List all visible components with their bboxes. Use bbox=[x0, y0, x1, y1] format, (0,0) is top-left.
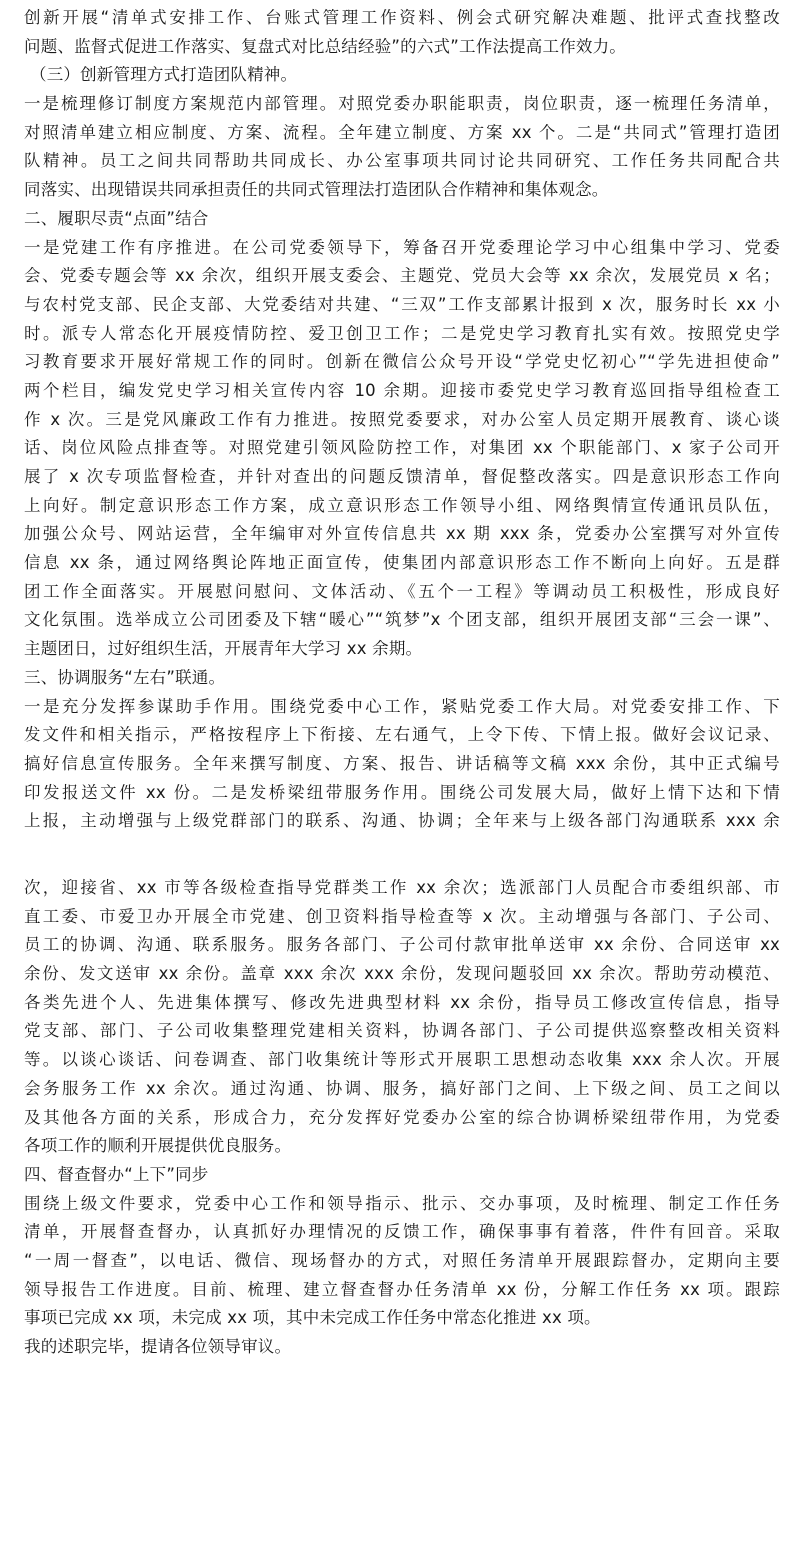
text-line: 创新开展“清单式安排工作、台账式管理工作资料、例会式研究解决难题、批评式查找整改 bbox=[24, 8, 780, 27]
text-line: 团工作全面落实。开展慰问慰问、文体活动、《五个一工程》等调动员工积极性，形成良好 bbox=[24, 581, 780, 601]
text-line: 习教育要求开展好常规工作的同时。创新在微信公众号开设“学党史忆初心”“学先进担使命” bbox=[24, 352, 780, 372]
text-line: 及其他各方面的关系，形成合力，充分发挥好党委办公室的综合协调桥梁纽带作用，为党委 bbox=[24, 1107, 780, 1127]
section-heading: 二、履职尽责“点面”结合 bbox=[24, 208, 209, 228]
text-line: 会务服务工作 xx 余次。通过沟通、协调、服务，搞好部门之间、上下级之间、员工之间以 bbox=[24, 1078, 780, 1098]
text-line: 上向好。制定意识形态工作方案，成立意识形态工作领导小组、网络舆情宣传通讯员队伍， bbox=[24, 495, 780, 515]
text-line: 上报，主动增强与上级党群部门的联系、沟通、协调；全年来与上级各部门沟通联系 xxx 余 bbox=[24, 811, 780, 831]
text-line: 话、岗位风险点排查等。对照党建引领风险防控工作，对集团 xx 个职能部门、x 家子公司开 bbox=[24, 438, 780, 458]
text-line: 时。派专人常态化开展疫情防控、爱卫创卫工作；二是党史学习教育扎实有效。按照党史学 bbox=[24, 323, 780, 343]
text-line: 与农村党支部、民企支部、大党委结对共建、“三双”工作支部累计报到 x 次，服务时长 xx 小 bbox=[24, 294, 780, 314]
text-line: 直工委、市爱卫办开展全市党建、创卫资料指导检查等 x 次。主动增强与各部门、子公司、 bbox=[24, 906, 780, 926]
section-heading: 四、督查督办“上下”同步 bbox=[24, 1164, 209, 1184]
text-line: 领导报告工作进度。目前、梳理、建立督查督办任务清单 xx 份，分解工作任务 xx 项。跟踪 bbox=[24, 1279, 780, 1299]
text-line: 展了 x 次专项监督检查，并针对查出的问题反馈清单，督促整改落实。四是意识形态工作向 bbox=[24, 467, 780, 486]
section-heading: （三）创新管理方式打造团队精神。 bbox=[30, 65, 298, 85]
text-line: 围绕上级文件要求，党委中心工作和领导指示、批示、交办事项，及时梳理、制定工作任务 bbox=[24, 1193, 780, 1213]
text-line: 一是党建工作有序推进。在公司党委领导下，筹备召开党委理论学习中心组集中学习、党委 bbox=[24, 237, 780, 257]
document-page-top bbox=[24, 4, 780, 836]
text-line: 员工的协调、沟通、联系服务。服务各部门、子公司付款审批单送审 xx 余份、合同送审 xx bbox=[24, 935, 780, 955]
text-line: 余份、发文送审 xx 余份。盖章 xxx 余次 xxx 余份，发现问题驳回 xx 余次。帮助劳动模范、 bbox=[24, 964, 780, 984]
text-line: 会、党委专题会等 xx 余次，组织开展支委会、主题党、党员大会等 xx 余次，发展党员 x 名； bbox=[24, 266, 780, 286]
closing-line: 我的述职完毕，提请各位领导审议。 bbox=[24, 1337, 292, 1356]
text-line: 搞好信息宣传服务。全年来撰写制度、方案、报告、讲话稿等文稿 xxx 余份，其中正式编号 bbox=[24, 753, 780, 773]
text-line: 队精神。员工之间共同帮助共同成长、办公室事项共同讨论共同研究、工作任务共同配合共 bbox=[24, 151, 780, 171]
text-line: 各类先进个人、先进集体撰写、修改先进典型材料 xx 余份，指导员工修改宣传信息，指导 bbox=[24, 992, 780, 1012]
text-line: 加强公众号、网站运营，全年编审对外宣传信息共 xx 期 xxx 条，党委办公室撰写对外宣传 bbox=[24, 524, 780, 544]
text-line: 事项已完成 xx 项，未完成 xx 项，其中未完成工作任务中常态化推进 xx 项。 bbox=[24, 1308, 601, 1328]
text-line: 同落实、出现错误共同承担责任的共同式管理法打造团队合作精神和集体观念。 bbox=[24, 180, 609, 200]
text-line: 等。以谈心谈话、问卷调查、部门收集统计等形式开展职工思想动态收集 xxx 余人次。开展 bbox=[24, 1050, 780, 1070]
text-line: 对照清单建立相应制度、方案、流程。全年建立制度、方案 xx 个。二是“共同式”管理打造团 bbox=[24, 122, 780, 142]
text-line: 文化氛围。选举成立公司团委及下辖“暖心”“筑梦”x 个团支部，组织开展团支部“三会一课”、 bbox=[24, 610, 780, 630]
text-line: 一是充分发挥参谋助手作用。围绕党委中心工作，紧贴党委工作大局。对党委安排工作、下 bbox=[24, 696, 780, 716]
text-line: 党支部、部门、子公司收集整理党建相关资料，协调各部门、子公司提供巡察整改相关资料 bbox=[24, 1021, 780, 1041]
text-line: 各项工作的顺利开展提供优良服务。 bbox=[24, 1136, 292, 1156]
text-line: 印发报送文件 xx 份。二是发桥梁纽带服务作用。围绕公司发展大局，做好上情下达和下情 bbox=[24, 782, 780, 802]
text-line: 清单，开展督查督办，认真抓好办理情况的反馈工作，确保事事有着落，件件有回音。采取 bbox=[24, 1222, 780, 1242]
text-line: 信息 xx 条，通过网络舆论阵地正面宣传，使集团内部意识形态工作不断向上向好。五是群 bbox=[24, 553, 780, 573]
text-line: “一周一督查”，以电话、微信、现场督办的方式，对照任务清单开展跟踪督办，定期向主要 bbox=[24, 1250, 780, 1270]
text-line: 次，迎接省、xx 市等各级检查指导党群类工作 xx 余次；选派部门人员配合市委组织部、市 bbox=[24, 878, 780, 897]
text-line: 两个栏目，编发党史学习相关宣传内容 10 余期。迎接市委党史学习教育巡回指导组检查工 bbox=[24, 380, 780, 400]
text-line: 发文件和相关指示，严格按程序上下衔接、左右通气，上令下传、下情上报。做好会议记录、 bbox=[24, 725, 780, 745]
text-line: 一是梳理修订制度方案规范内部管理。对照党委办职能职责，岗位职责，逐一梳理任务清单， bbox=[24, 94, 780, 114]
section-heading: 三、协调服务“左右”联通。 bbox=[24, 667, 226, 687]
text-line: 问题、监督式促进工作落实、复盘式对比总结经验”的六式”工作法提高工作效力。 bbox=[24, 36, 626, 56]
text-line: 作 x 次。三是党风廉政工作有力推进。按照党委要求，对办公室人员定期开展教育、谈心谈 bbox=[24, 409, 780, 429]
document-page-bottom bbox=[24, 874, 780, 1362]
text-line: 主题团日，过好组织生活，开展青年大学习 xx 余期。 bbox=[24, 639, 423, 659]
